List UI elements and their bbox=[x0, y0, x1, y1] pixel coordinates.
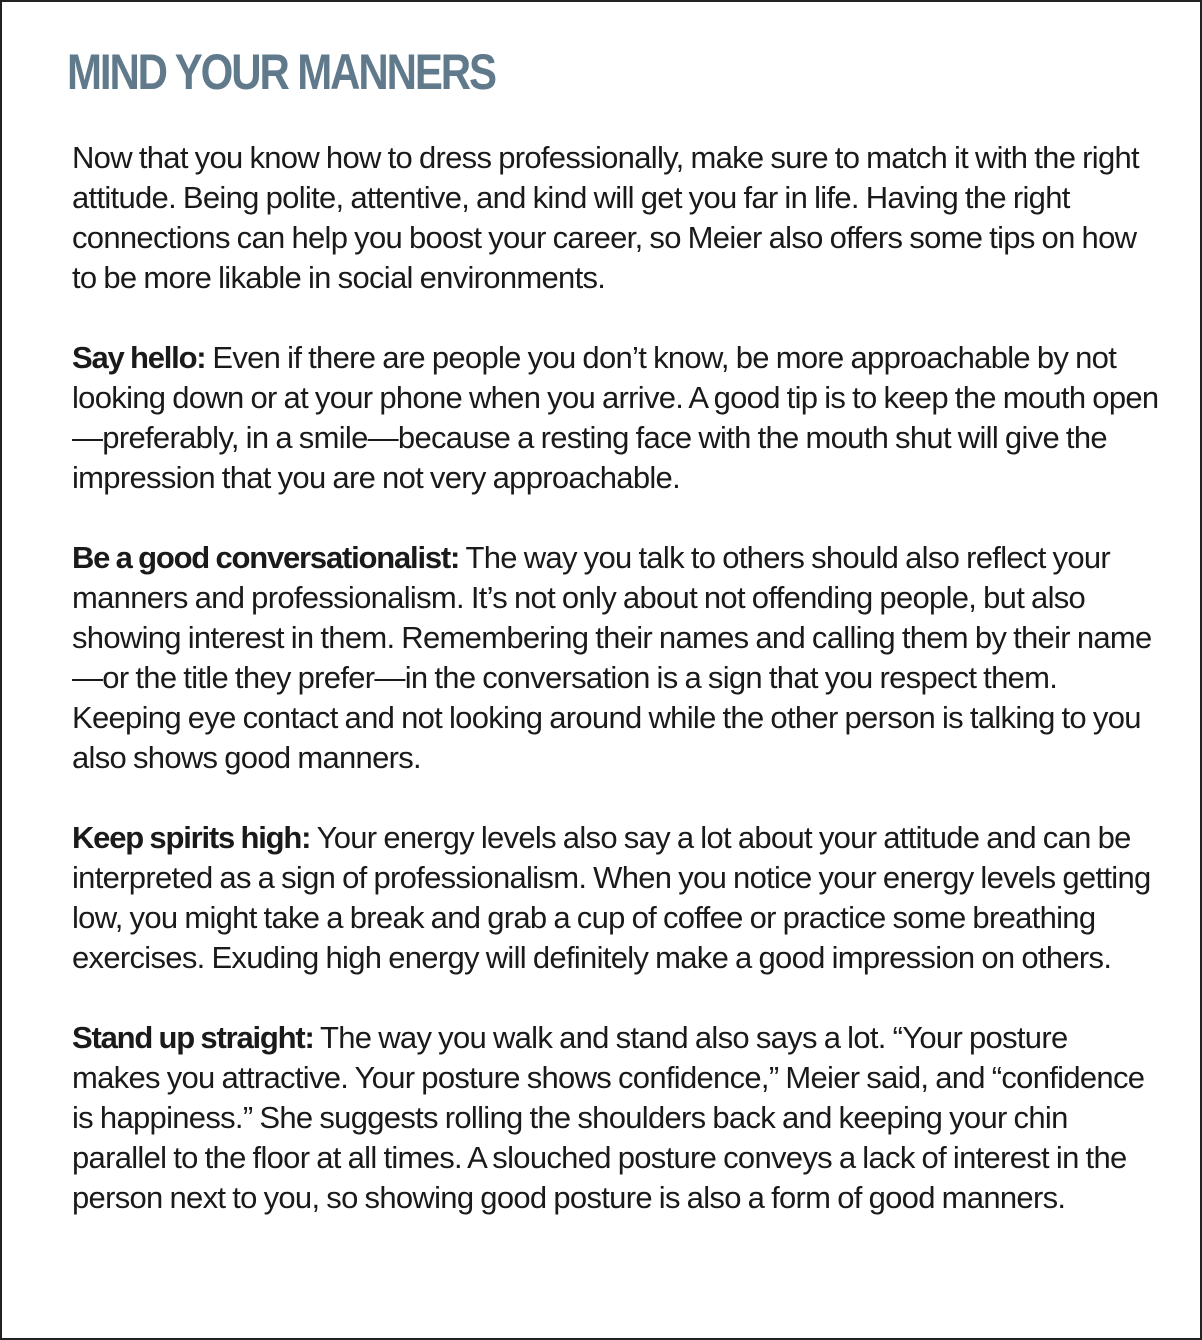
tip-heading: Stand up straight: bbox=[72, 1020, 314, 1055]
tip-text: The way you talk to others should also reflect your manners and professionalism. It’s not only about not offending people, but also showing interest in them. Remembering their names and calling them by their name—or the title they prefer—in the conversation is a sign that you respect them. Keeping eye contact and not looking around while the other person is talking to you also shows good manners. bbox=[72, 540, 1152, 775]
tip-text: The way you walk and stand also says a lot. “Your posture makes you attractive. Your posture shows confidence,” Meier said, and “confidence is happiness.” She suggests rolling the shoulders back and keeping your chin parallel to the floor at all times. A slouched posture conveys a lack of interest in the person next to you, so showing good posture is also a form of good manners. bbox=[72, 1020, 1145, 1215]
tip-stand-straight bbox=[72, 1018, 1160, 1218]
tip-text: Your energy levels also say a lot about your attitude and can be interpreted as a sign of professionalism. When you notice your energy levels getting low, you might take a break and grab a cup of coffee or practice some breathing exercises. Exuding high energy will definitely make a good impression on others. bbox=[72, 820, 1151, 975]
tip-heading: Be a good conversationalist: bbox=[72, 540, 460, 575]
tip-heading: Say hello: bbox=[72, 340, 206, 375]
article-title: MIND YOUR MANNERS bbox=[67, 44, 495, 100]
tip-say-hello bbox=[72, 338, 1160, 498]
tip-conversationalist bbox=[72, 538, 1160, 778]
tip-heading: Keep spirits high: bbox=[72, 820, 311, 855]
tip-text: Even if there are people you don’t know, be more approachable by not looking down or at your phone when you arrive. A good tip is to keep the mouth open—preferably, in a smile—because a resting face with the mouth shut will give the impression that you are not very approachable. bbox=[72, 340, 1159, 495]
tip-spirits-high bbox=[72, 818, 1160, 978]
intro-paragraph: Now that you know how to dress professionally, make sure to match it with the right attitude. Being polite, attentive, and kind will get you far in life. Having the right connections can help you boost your career, so Meier also offers some tips on how to be more likable in social environments. bbox=[72, 140, 1139, 295]
article-body bbox=[72, 138, 1160, 1218]
